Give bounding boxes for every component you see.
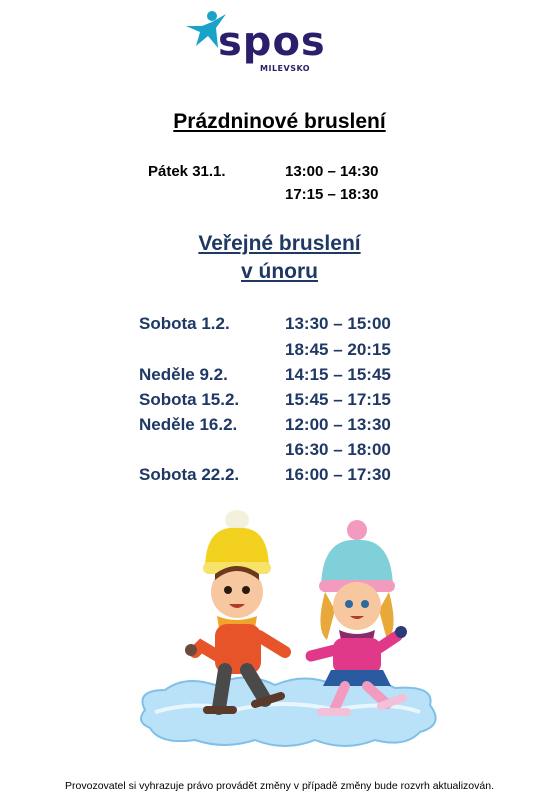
logo-name: spos bbox=[218, 19, 326, 65]
schedule-time: 16:30 – 18:00 bbox=[285, 440, 391, 459]
schedule-day: Neděle 9.2. bbox=[139, 365, 228, 384]
public-title bbox=[0, 230, 559, 286]
schedule-day: Neděle 16.2. bbox=[139, 415, 238, 434]
public-title-line2: v únoru bbox=[241, 260, 318, 283]
schedule-time: 18:45 – 20:15 bbox=[285, 340, 391, 359]
schedule-day: Pátek 31.1. bbox=[148, 163, 226, 180]
schedule-time: 15:45 – 17:15 bbox=[285, 390, 391, 409]
schedule-time: 12:00 – 13:30 bbox=[285, 415, 391, 434]
schedule-day: Sobota 15.2. bbox=[139, 390, 240, 409]
disclaimer-text: Provozovatel si vyhrazuje právo provádět změny v případě změny bude rozvrh aktualizován. bbox=[65, 780, 494, 792]
skating-children-illustration bbox=[135, 500, 445, 755]
schedule-time: 14:15 – 15:45 bbox=[285, 365, 391, 384]
public-title-line1: Veřejné bruslení bbox=[198, 232, 361, 255]
holiday-title: Prázdninové bruslení bbox=[173, 110, 386, 133]
logo-subtitle: MILEVSKO bbox=[260, 64, 311, 73]
schedule-time: 13:30 – 15:00 bbox=[285, 314, 391, 333]
schedule-day: Sobota 22.2. bbox=[139, 465, 240, 484]
schedule-time: 13:00 – 14:30 bbox=[285, 163, 379, 180]
spos-logo bbox=[180, 8, 350, 78]
schedule-day: Sobota 1.2. bbox=[139, 314, 230, 333]
schedule-time: 16:00 – 17:30 bbox=[285, 465, 391, 484]
schedule-time: 17:15 – 18:30 bbox=[285, 186, 379, 203]
